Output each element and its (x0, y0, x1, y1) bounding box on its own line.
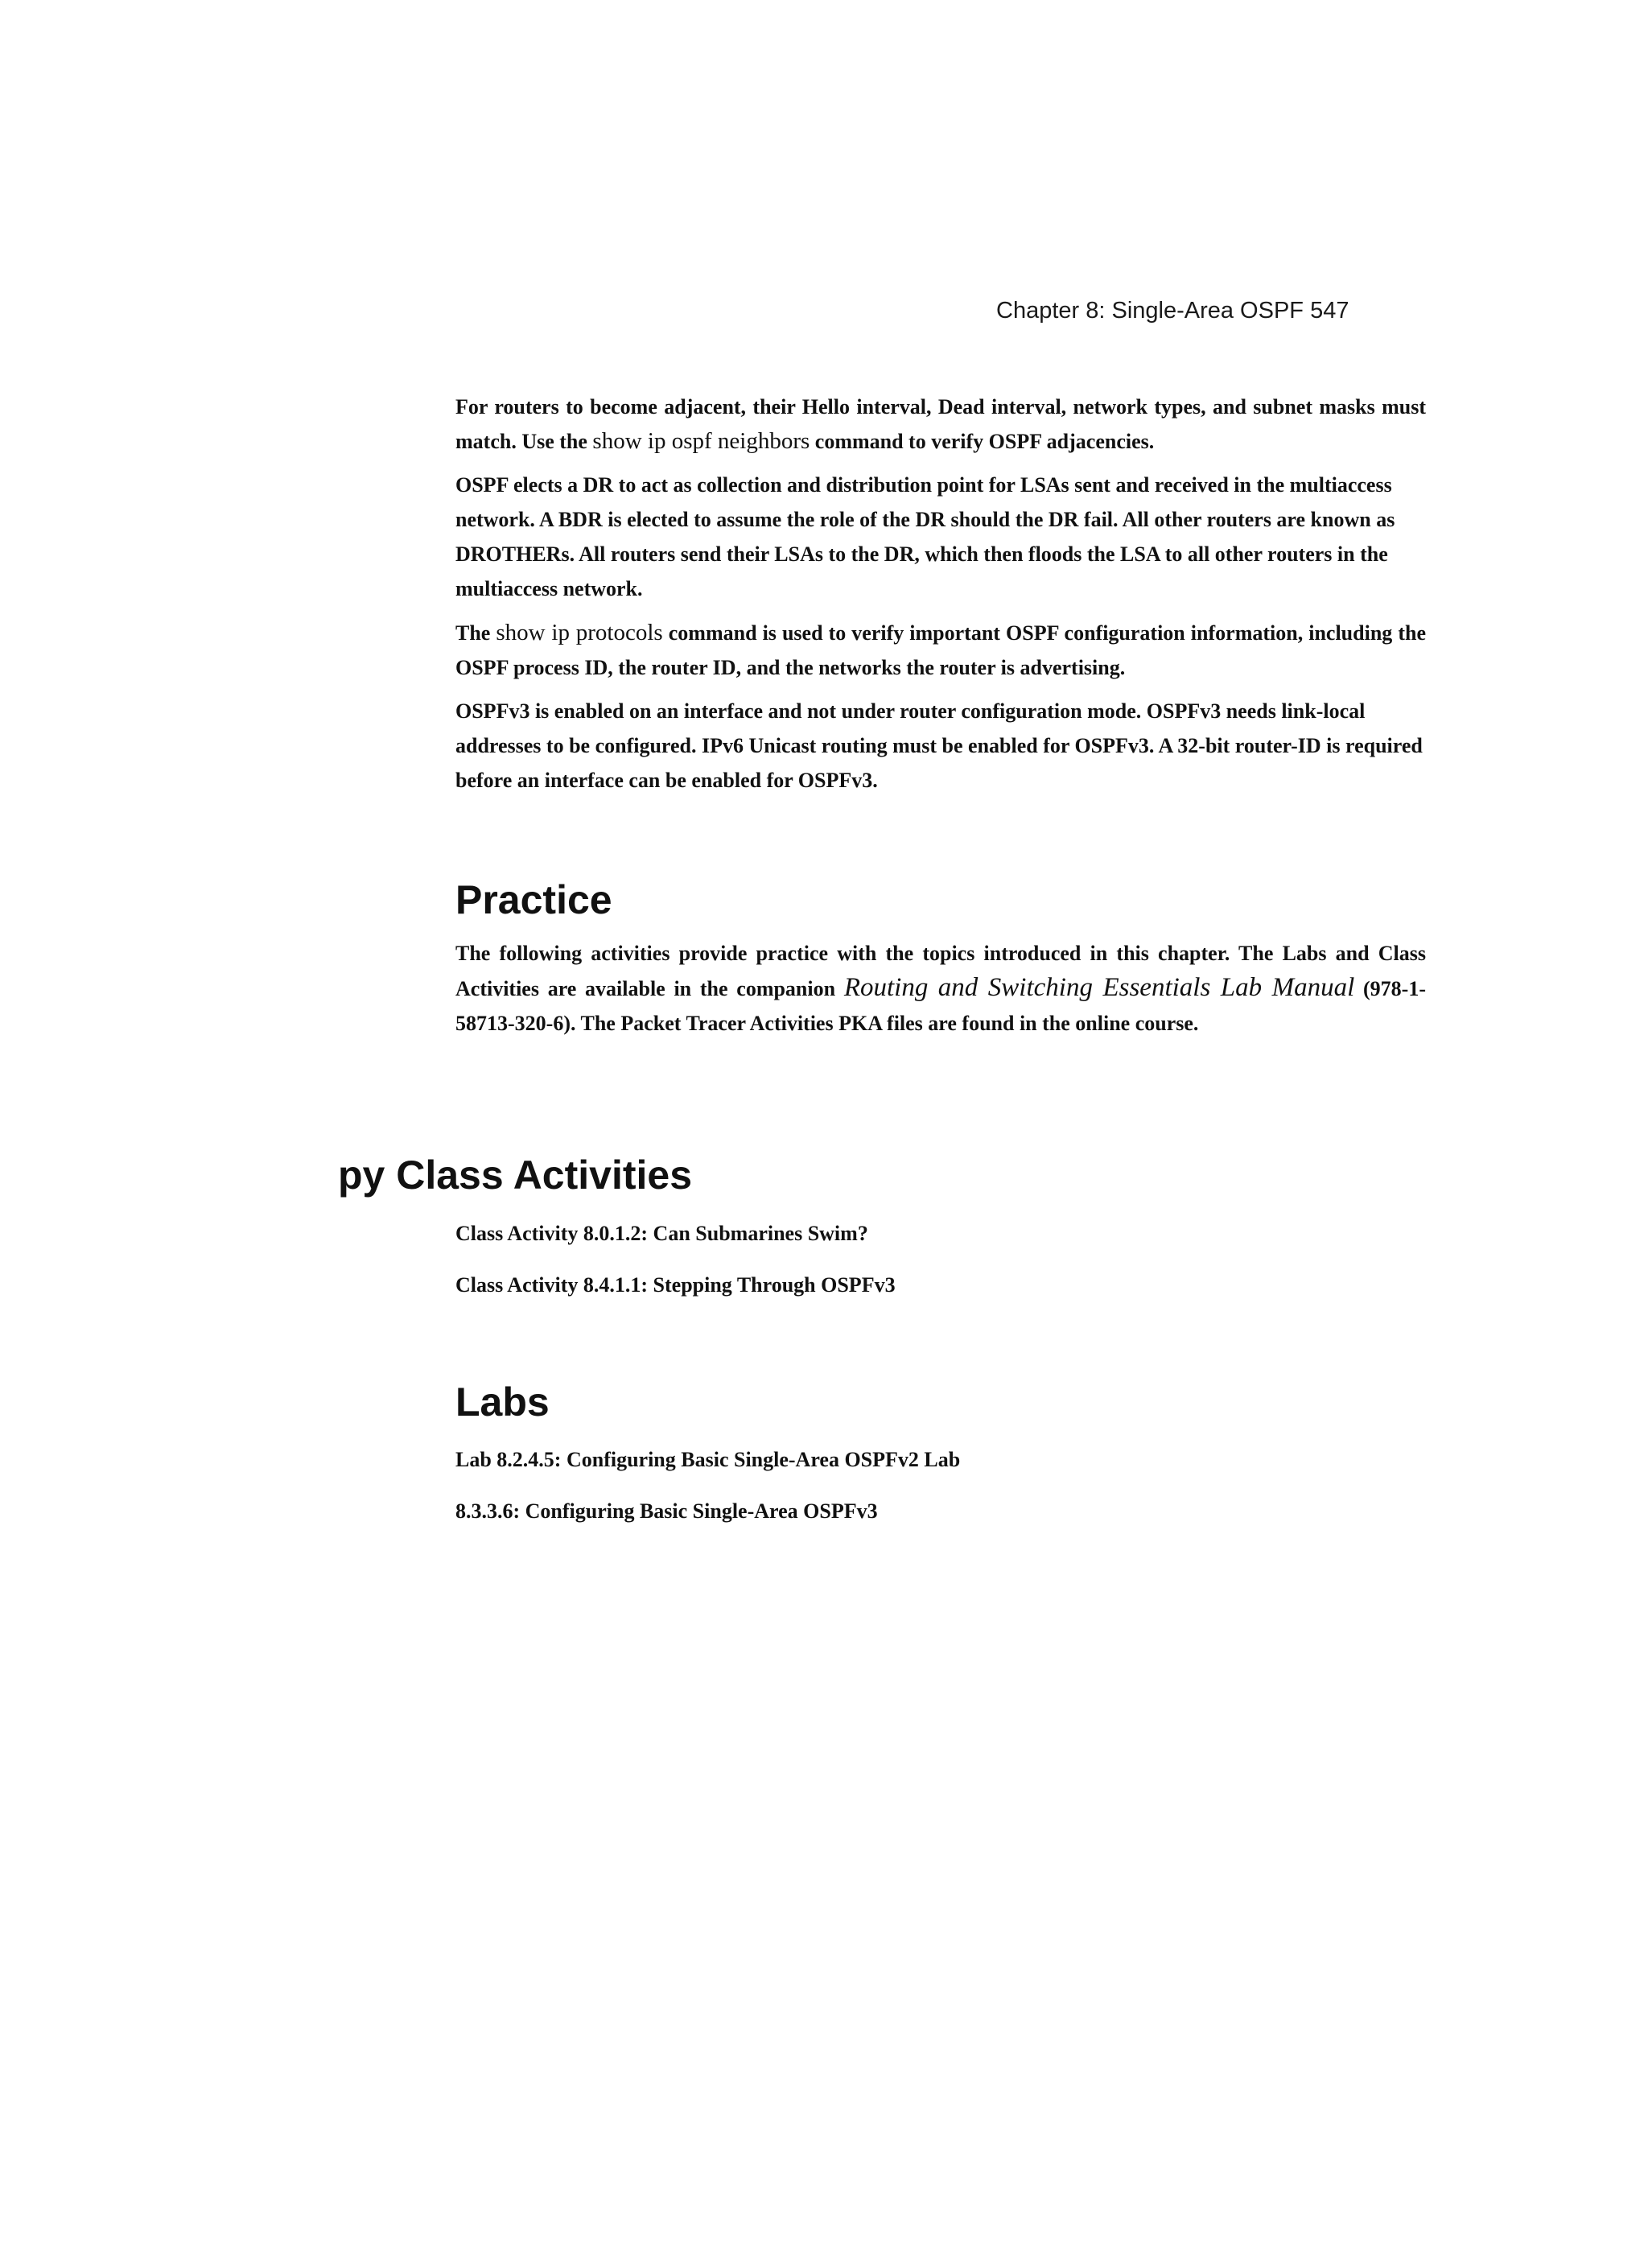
lab-manual-title: Routing and Switching Essentials Lab Manual (843, 973, 1355, 1002)
paragraph-text: (978-1-58713-320-6). The Packet Tracer Activities PKA files are found in the online course. (455, 977, 1426, 1035)
paragraph-text: command to verify OSPF adjacencies. (810, 430, 1155, 453)
lab-item: 8.3.3.6: Configuring Basic Single-Area OSPFv3 (455, 1499, 878, 1523)
command-show-ip-ospf-neighbors: show ip ospf neighbors (592, 428, 810, 454)
paragraph-text: For routers to become adjacent, their Hello interval, Dead interval, network types, and subnet masks must match. Use the (455, 395, 1426, 453)
paragraph-text: The (455, 621, 496, 645)
paragraph-text: command is used to verify important OSPF configuration information, including the OSPF process ID, the router ID, and the networks the router is advertising. (455, 621, 1426, 679)
class-activity-item: Class Activity 8.0.1.2: Can Submarines Swim? (455, 1222, 868, 1245)
summary-paragraph-adjacency (455, 390, 1426, 459)
summary-paragraph-ospfv3: OSPFv3 is enabled on an interface and not under router configuration mode. OSPFv3 needs link-local addresses to be configured. IPv6 Unicast routing must be enabled for OSPFv3. A 32-bit router-ID is required before an interface can be enabled for OSPFv3. (455, 699, 1423, 792)
practice-heading: Practice (455, 877, 612, 922)
running-header: Chapter 8: Single-Area OSPF 547 (996, 298, 1349, 324)
class-activity-item: Class Activity 8.4.1.1: Stepping Through OSPFv3 (455, 1273, 896, 1297)
summary-paragraph-show-ip-protocols (455, 616, 1426, 685)
practice-intro (455, 936, 1426, 1041)
labs-heading: Labs (455, 1379, 550, 1425)
class-activities-heading: py Class Activities (338, 1153, 693, 1198)
command-show-ip-protocols: show ip protocols (496, 620, 663, 645)
paragraph-text: The following activities provide practice with the topics introduced in this chapter. The Labs and Class Activities are available in the companion (455, 942, 1426, 1000)
lab-item: Lab 8.2.4.5: Configuring Basic Single-Area OSPFv2 Lab (455, 1448, 961, 1471)
summary-paragraph-dr-election: OSPF elects a DR to act as collection and distribution point for LSAs sent and received in the multiaccess network. A BDR is elected to assume the role of the DR should the DR fail. All other routers are known as DROTHERs. All routers send their LSAs to the DR, which then floods the LSA to all other routers in the multiaccess network. (455, 473, 1395, 600)
